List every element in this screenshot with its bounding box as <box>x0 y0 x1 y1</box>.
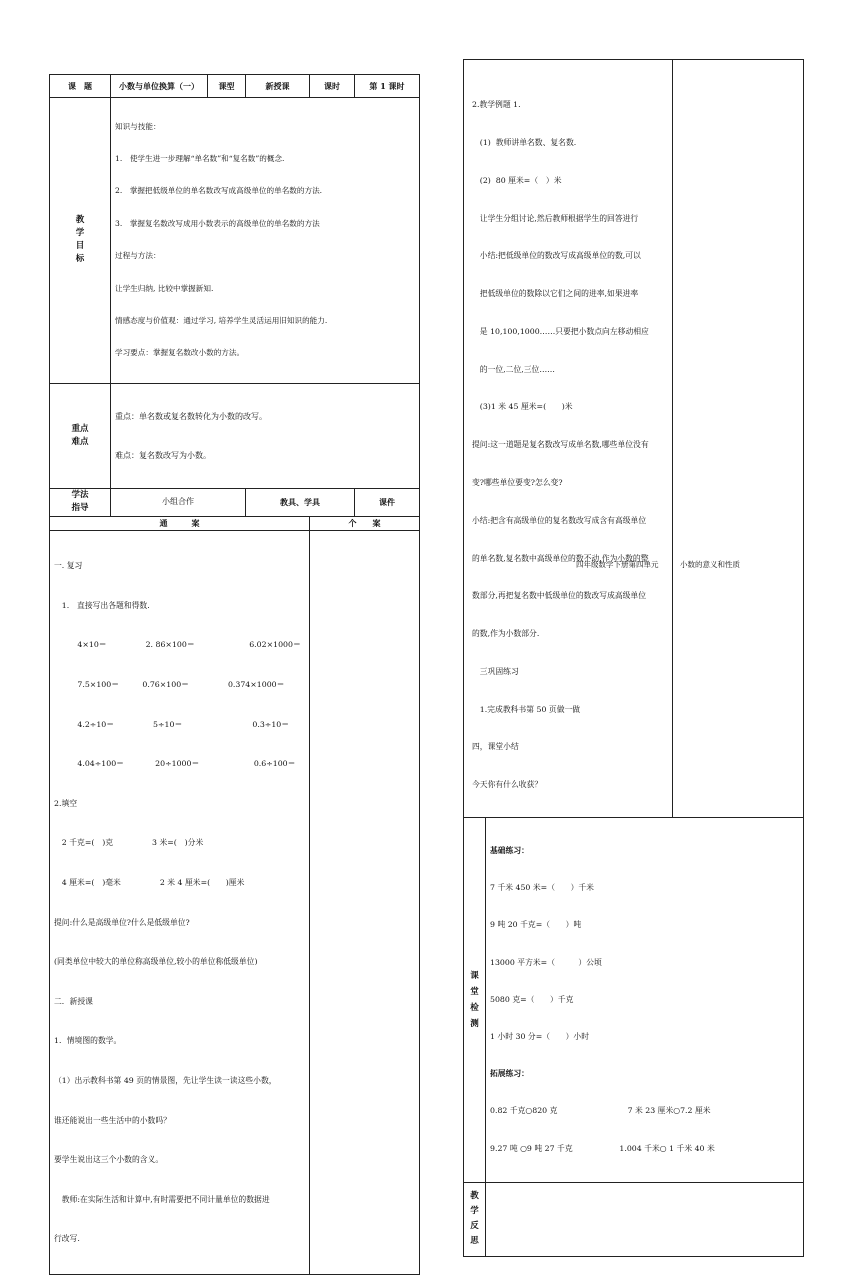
left-table <box>49 74 420 1275</box>
keypoints-label: 重点 难点 <box>50 383 111 488</box>
check-content: 基础练习： 7 千米 450 米=（ ）千米 9 吨 20 千克=（ ）吨 13000 平方米=（ ）公顷 5080 克=（ ）千克 1 小时 30 分=（ ）小时 拓展练习： 0.82 千克○820 克 7 米 23 厘米○7.2 厘米 9.27 吨 ○9 吨 27 千克 1.004 千米○ 1 千米 40 米 <box>486 818 804 1183</box>
header-type-label: 课型 <box>208 75 246 98</box>
method-label: 学法 指导 <box>50 488 111 516</box>
right-lesson-plan <box>463 59 804 1257</box>
header-topic-value: 小数与单位换算（一） <box>111 75 208 98</box>
example-content: 2.教学例题 1. (1) 教师讲单名数、复名数. (2) 80 厘米=（ ）米 让学生分组讨论,然后教师根据学生的回答进行 小结:把低级单位的数改写成高级单位的数,可以 把低级单位的数除以它们之间的进率,如果进率 是 10,100,1000……只要把小数点向左移动相应 的一位,二位,三位…… (3)1 米 45 厘米=( )米 提问:这一道题是复名数改写成单名数,哪些单位没有 变?哪些单位要变?怎么变? 小结:把含有高级单位的复名数改写成含有高级单位 的单名数,复名数中高级单位的数不动,作为小数的整 数部分,再把复名数中低级单位的数改写成高级单位 的数,作为小数部分. 三巩固练习 1.完成教科书第 50 页做一做 四，课堂小结 今天你有什么收获？ <box>464 60 673 818</box>
general-plan-header: 通 案 <box>50 516 310 530</box>
footer-topic: 小数的意义和性质 <box>680 560 740 569</box>
individual-plan-content <box>310 530 420 1274</box>
goals-content: 知识与技能： 1. 使学生进一步理解“单名数”和“复名数”的概念. 2. 掌握把低级单位的单名数改写成高级单位的单名数的方法. 3. 掌握复名数改写成用小数表示的高级单位的单名数的方法 过程与方法： 让学生归纳, 比较中掌握新知. 情感态度与价值观：通过学习, 培养学生灵活运用旧知识的能力. 学习要点：掌握复名数改小数的方法。 <box>111 98 420 384</box>
footer-unit: 四年级数学下册第四单元 <box>576 560 659 569</box>
courseware-label: 课件 <box>355 488 420 516</box>
reflect-label: 教 学 反 思 <box>464 1182 486 1256</box>
keypoints-content: 重点：单名数或复名数转化为小数的改写。 难点：复名数改写为小数。 <box>111 383 420 488</box>
right-side-notes <box>673 60 804 818</box>
header-topic-label: 课 题 <box>50 75 111 98</box>
check-label: 课 堂 检 测 <box>464 818 486 1183</box>
reflect-content <box>486 1182 804 1256</box>
header-period-label: 课时 <box>310 75 355 98</box>
right-table <box>463 59 804 1257</box>
method-value: 小组合作 <box>111 488 246 516</box>
left-lesson-plan <box>49 74 420 1275</box>
goals-label: 教 学 目 标 <box>50 98 111 384</box>
individual-plan-header: 个 案 <box>310 516 420 530</box>
header-type-value: 新授课 <box>246 75 310 98</box>
tools-label: 教具、学具 <box>246 488 355 516</box>
general-plan-content: 一. 复习 1. 直接写出各题和得数. 4×10＝ 2. 86×100＝ 6.02×1000＝ 7.5×100＝ 0.76×100＝ 0.374×1000＝ 4.2÷10＝ 5÷10＝ 0.3÷10＝ 4.04÷100＝ 20÷1000＝ 0.6÷100＝ 2.填空 2 千克=( )克 3 米=( )分米 4 厘米=( )毫米 2 米 4 厘米=( )厘米 提问:什么是高级单位?什么是低级单位? (同类单位中较大的单位称高级单位,较小的单位称低级单位) 二．新授课 1．情境图的数学。 （1）出示教科书第 49 页的情景图，先让学生读一读这些小数， 谁还能说出一些生活中的小数吗？ 要学生说出这三个小数的含义。 教师:在实际生活和计算中,有时需要把不同计量单位的数据进 行改写. <box>50 530 310 1274</box>
header-period-value: 第 1 课时 <box>355 75 420 98</box>
